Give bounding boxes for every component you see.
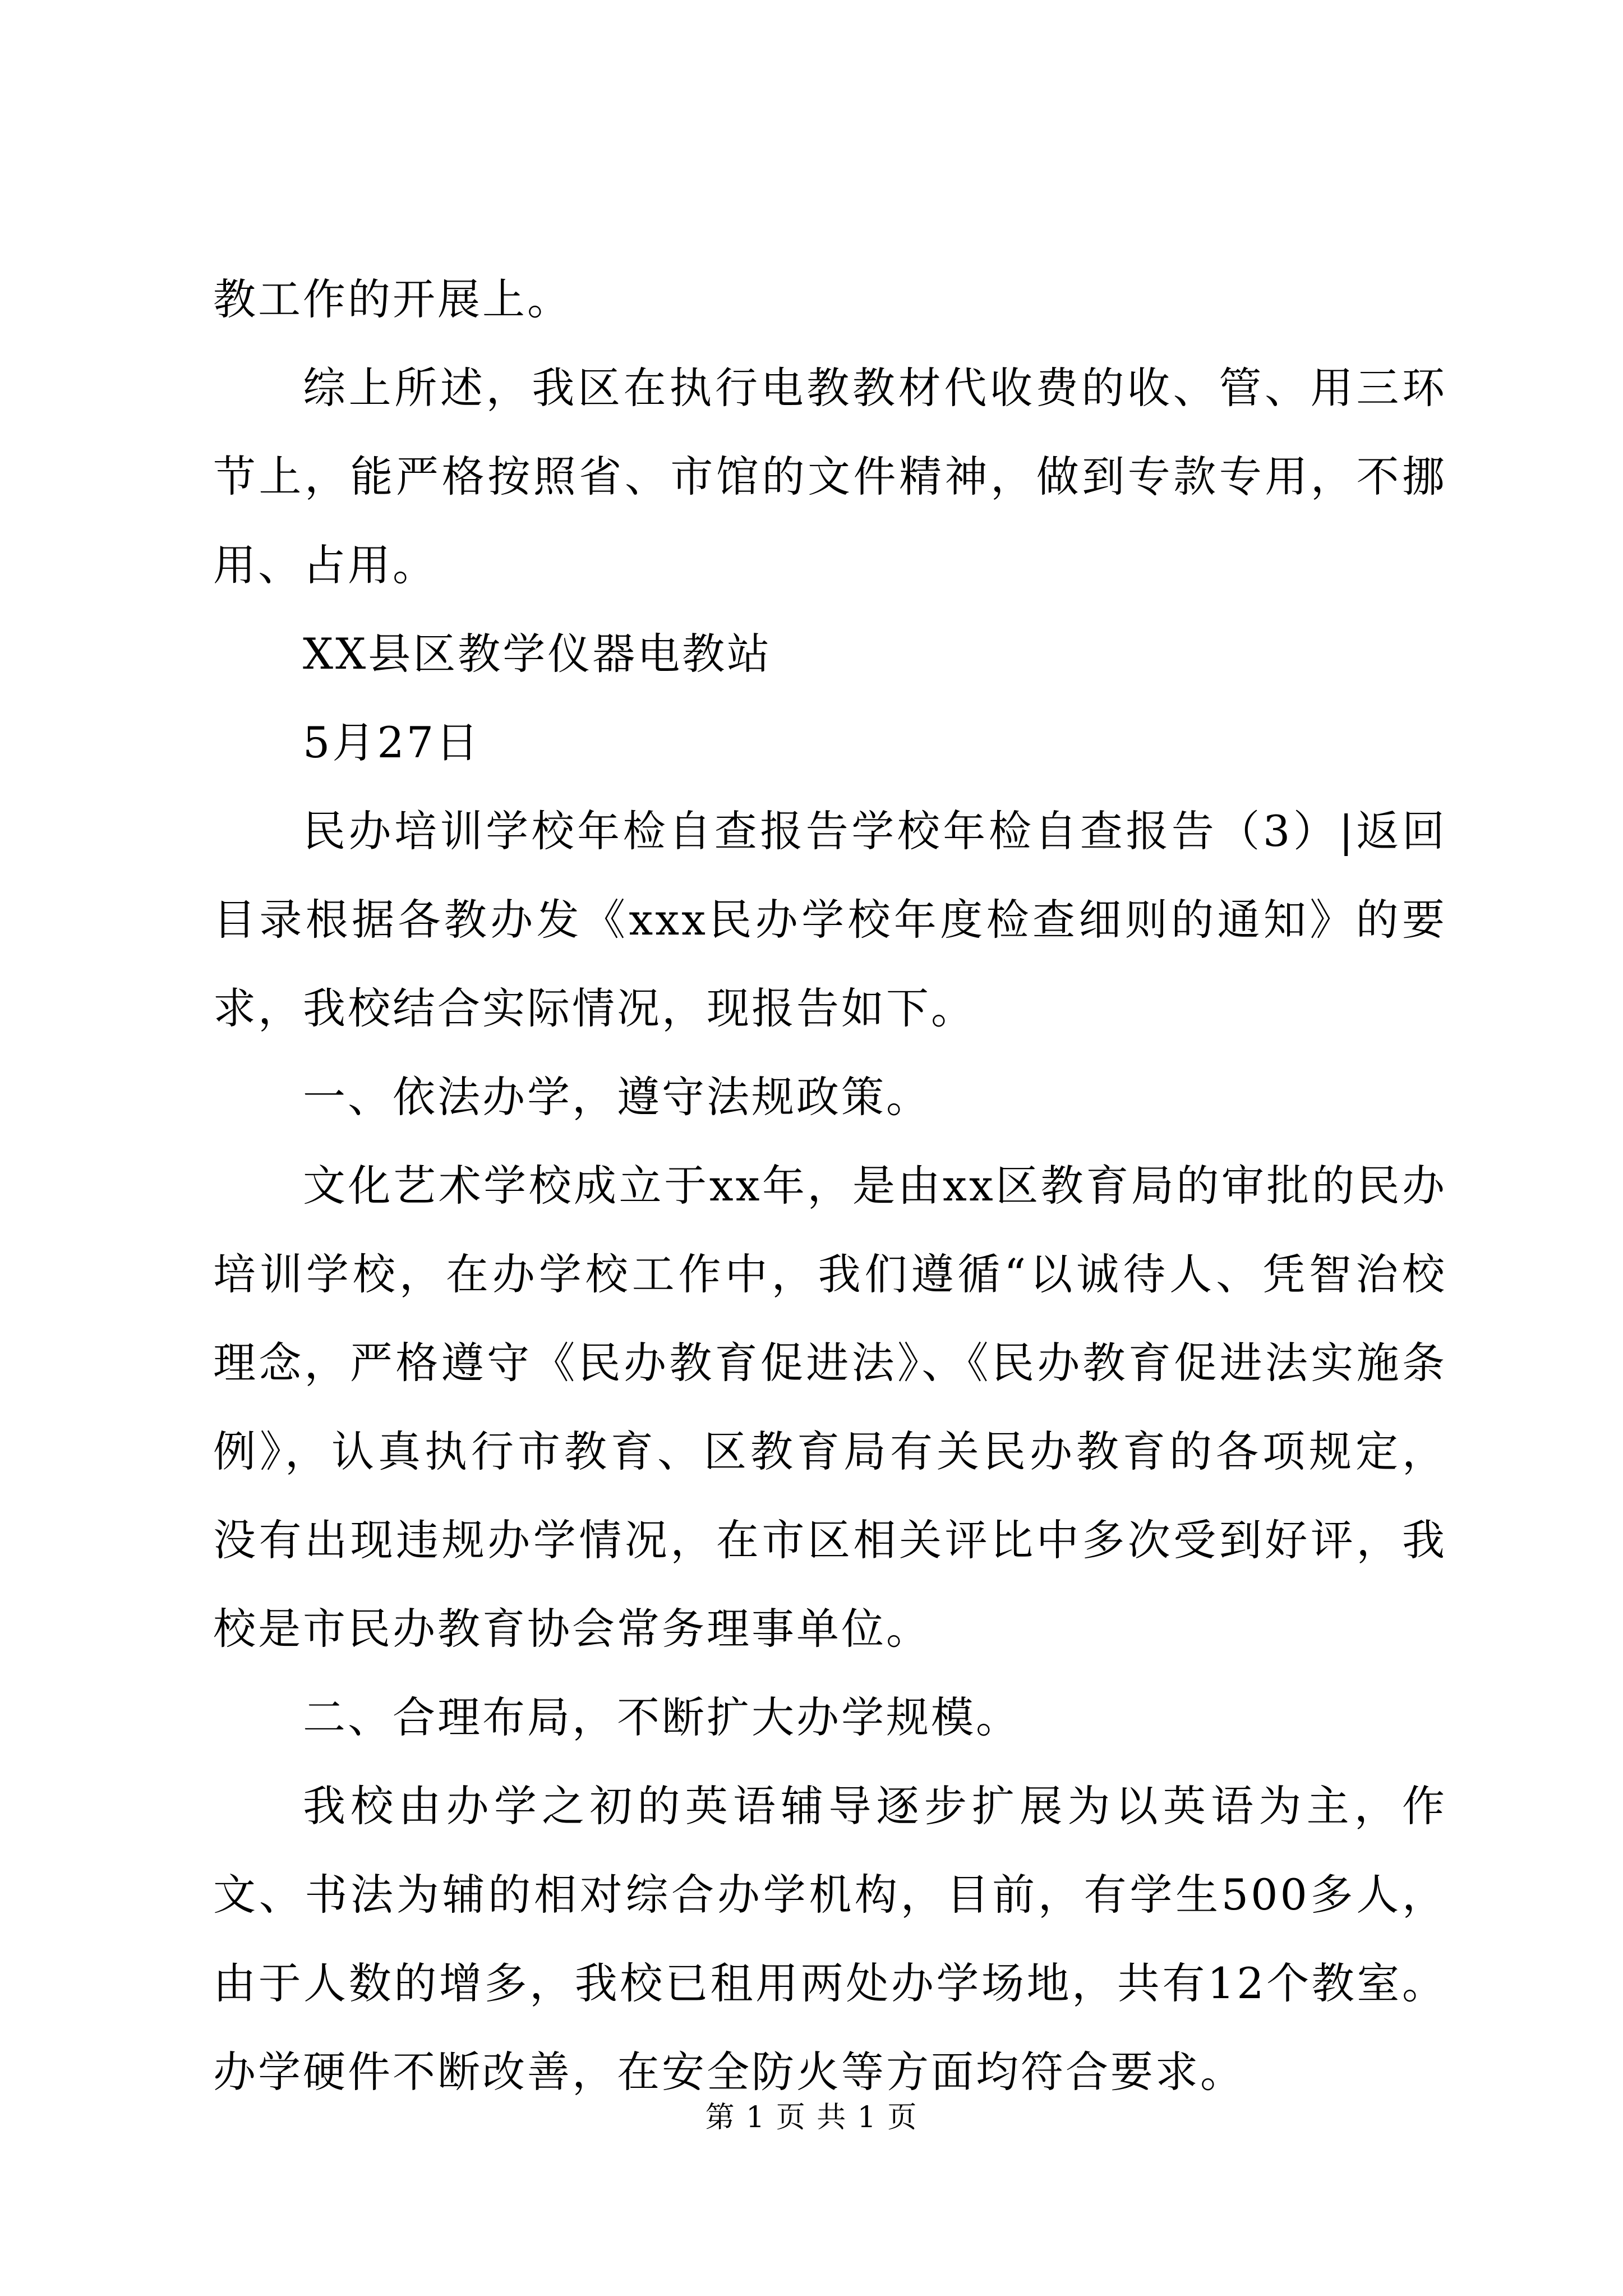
signature-organization: XX县区教学仪器电教站 xyxy=(303,629,772,679)
paragraph-section-1: 文化艺术学校成立于xx年，是由xx区教育局的审批的民办培训学校，在办学校工作中，我们遵循“以诚待人、凭智治校理念，严格遵守《民办教育促进法》、《民办教育促进法实施条例》，认真执行市教育、区教育局有关民办教育的各项规定，没有出现违规办学情况，在市区相关评比中多次受到好评，我校是市民办教育协会常务理事单位。 xyxy=(213,1161,1447,1654)
paragraph-section-2: 我校由办学之初的英语辅导逐步扩展为以英语为主，作文、书法为辅的相对综合办学机构，目前，有学生500多人，由于人数的增多，我校已租用两处办学场地，共有12个教室。办学硬件不断改善，在安全防火等方面均符合要求。 xyxy=(213,1781,1447,2097)
paragraph-continuation: 教工作的开展上。 xyxy=(213,274,572,324)
section-heading-1: 一、依法办学，遵守法规政策。 xyxy=(303,1072,931,1122)
page-footer: 第 1 页 共 1 页 xyxy=(705,2101,918,2134)
signature-date: 5月27日 xyxy=(303,717,481,767)
document-body xyxy=(213,255,1447,2116)
section-heading-2: 二、合理布局，不断扩大办学规模。 xyxy=(303,1692,1021,1742)
paragraph-report-intro: 民办培训学校年检自查报告学校年检自查报告（3）|返回目录根据各教办发《xxx民办学校年度检查细则的通知》的要求，我校结合实际情况，现报告如下。 xyxy=(213,806,1447,1033)
paragraph-summary: 综上所述，我区在执行电教教材代收费的收、管、用三环节上，能严格按照省、市馆的文件精神，做到专款专用，不挪用、占用。 xyxy=(213,363,1447,590)
